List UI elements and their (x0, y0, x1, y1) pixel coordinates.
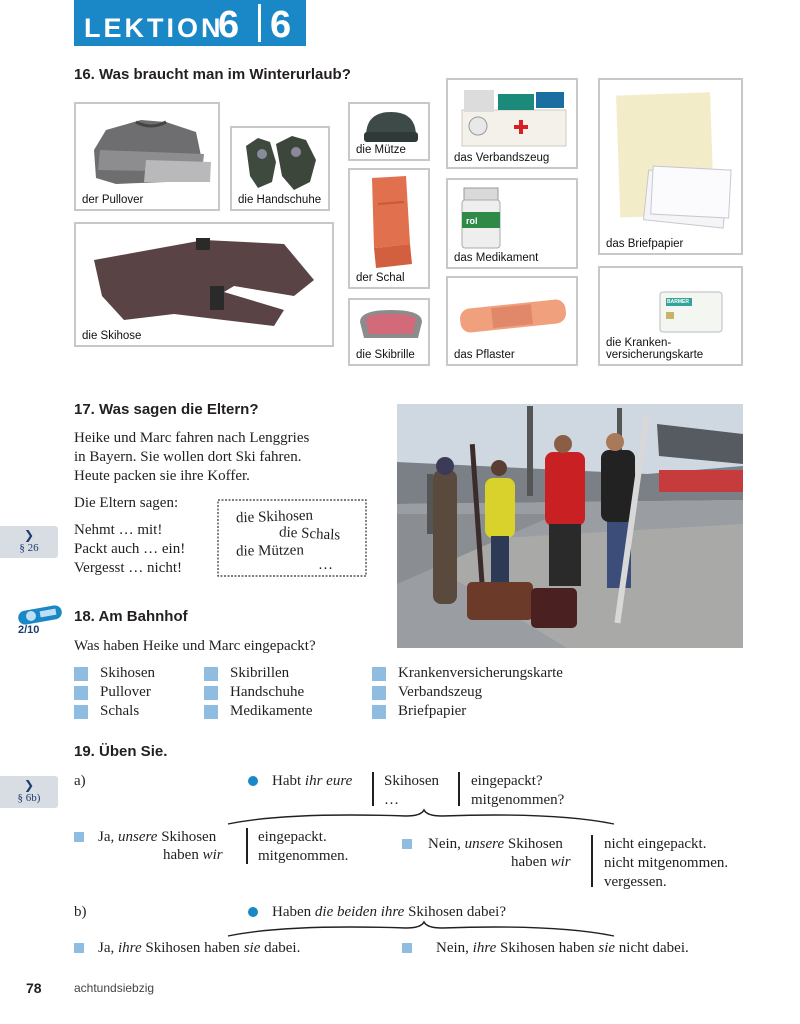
checkbox-row[interactable] (372, 702, 563, 721)
item-medikament (446, 178, 578, 269)
caption-schal: der Schal (356, 272, 405, 284)
checkbox[interactable] (372, 686, 386, 700)
ex17-title: 17. Was sagen die Eltern? (74, 401, 259, 418)
item-schal (348, 168, 430, 289)
ex19-ans-b1 (98, 939, 300, 958)
checkbox-row[interactable] (372, 664, 563, 683)
checkbox-label: Handschuhe (230, 684, 305, 700)
item-muetze (348, 102, 430, 161)
caption-karte-line1: die Kranken- (606, 337, 672, 349)
q-text: Haben (272, 904, 315, 920)
caption-karte (606, 337, 703, 361)
item-pflaster (446, 276, 578, 366)
answer-bullet (74, 832, 84, 842)
checkbox-label: Krankenversicherungskarte (398, 665, 563, 681)
chevron-right-icon: ❯ (23, 778, 35, 792)
ans-italic: ihre (472, 940, 497, 956)
medicine-label: rol (466, 216, 478, 226)
verb-line: mitgenommen. (258, 848, 349, 864)
ans-italic: unsere (464, 836, 505, 852)
ans-text: Ja, (98, 940, 118, 956)
gloves-image (240, 132, 324, 194)
checkbox-label: Briefpapier (398, 703, 467, 719)
checkbox-label: Pullover (100, 684, 151, 700)
ex19-a-nouns (384, 772, 439, 810)
checklist-col1 (74, 664, 155, 721)
item-pullover (74, 102, 220, 211)
checkbox-row[interactable] (204, 664, 312, 683)
checkbox-label: Schals (100, 703, 140, 719)
caption-karte-line2: versicherungskarte (606, 349, 704, 361)
separator (591, 835, 593, 887)
verb-line: nicht mitgenommen. (604, 855, 729, 871)
ans-italic: sie (243, 940, 261, 956)
ans-text: Nein, (428, 836, 465, 852)
verb-line: nicht eingepackt. (604, 836, 707, 852)
brace-b (226, 920, 616, 938)
grammar-marker-26[interactable] (0, 526, 58, 558)
item-skibrille (348, 298, 430, 366)
checkbox[interactable] (74, 667, 88, 681)
word-box-1: die Skihosen (235, 507, 314, 527)
checkbox-row[interactable] (372, 683, 563, 702)
medicine-image (456, 184, 506, 252)
hat-image (360, 108, 422, 146)
card-label: BARMER (667, 299, 689, 305)
ans-text: Skihosen haben (141, 940, 244, 956)
caption-verbandszeug: das Verbandszeug (454, 152, 550, 164)
ex19-ans1-l2 (163, 846, 223, 865)
item-karte (598, 266, 743, 366)
ex17-line: Heute packen sie ihre Koffer. (74, 468, 250, 484)
grammar-marker-6b[interactable] (0, 776, 58, 808)
caption-muetze: die Mütze (356, 144, 406, 156)
ans-italic: ihre (118, 940, 142, 956)
track-number: 2/10 (18, 624, 40, 636)
lesson-number-2: 6 (270, 4, 292, 46)
item-skihose (74, 222, 334, 347)
firstaid-image (456, 84, 572, 150)
item-handschuhe (230, 126, 330, 211)
pullover-image (86, 110, 216, 190)
caption-briefpapier: das Briefpapier (606, 238, 684, 250)
caption-skibrille: die Skibrille (356, 349, 415, 361)
ex19-ans1-l1 (98, 828, 216, 847)
lesson-number: 6 (218, 4, 240, 46)
verb-line: mitgenommen? (471, 792, 565, 808)
caption-pflaster: das Pflaster (454, 349, 515, 361)
q-italic: ihr eure (304, 773, 353, 789)
ans-italic: unsere (118, 829, 158, 845)
ex19-title: 19. Üben Sie. (74, 743, 168, 760)
word-box-3: die Mützen (235, 542, 305, 560)
checklist-col3 (372, 664, 563, 721)
plaster-image (454, 294, 572, 340)
question-bullet (248, 776, 258, 786)
answer-bullet (402, 943, 412, 953)
separator (246, 828, 248, 864)
ans-italic: wir (550, 854, 571, 870)
ans-text: Nein, (436, 940, 473, 956)
ex17-line: in Bayern. Sie wollen dort Ski fahren. (74, 449, 302, 465)
checkbox-label: Verbandszeug (398, 684, 483, 700)
separator (458, 772, 460, 806)
checkbox[interactable] (74, 705, 88, 719)
scarf-image (364, 174, 418, 270)
checkbox-row[interactable] (204, 702, 312, 721)
checkbox-row[interactable] (74, 664, 155, 683)
checkbox[interactable] (204, 686, 218, 700)
q-text: Habt (272, 773, 305, 789)
ans-text: Skihosen haben (496, 940, 599, 956)
ex19-ans2-verbs (604, 835, 728, 892)
caption-skihose: die Skihose (82, 330, 142, 342)
lesson-tab (74, 0, 306, 46)
checkbox-label: Skibrillen (230, 665, 290, 681)
q-italic: die beiden ihre (314, 904, 405, 920)
word-box-2: die Schals (278, 524, 341, 544)
caption-handschuhe: die Handschuhe (238, 194, 322, 206)
ans-text: Skihosen (504, 836, 563, 852)
caption-pullover: der Pullover (82, 194, 144, 206)
ex19-ans1-verbs (258, 828, 348, 866)
page-number-word: achtundsiebzig (74, 981, 155, 995)
lesson-word: LEKTION (84, 13, 224, 43)
ex19-b-label: b) (74, 904, 87, 920)
checkbox[interactable] (74, 686, 88, 700)
item-verbandszeug (446, 78, 578, 169)
ans-text: haben (163, 847, 203, 863)
ex19-ans2-l1 (428, 835, 563, 854)
checkbox[interactable] (204, 705, 218, 719)
item-briefpapier (598, 78, 743, 255)
ans-text: nicht dabei. (615, 940, 689, 956)
verb-line: eingepackt? (471, 773, 543, 789)
noun-line: Skihosen (384, 773, 440, 789)
command-line: Packt auch … ein! (74, 541, 186, 557)
ans-text: Skihosen (157, 829, 217, 845)
verb-line: eingepackt. (258, 829, 327, 845)
brace-a (226, 808, 616, 826)
paper-image (612, 90, 732, 230)
checkbox[interactable] (204, 667, 218, 681)
card-image (658, 290, 724, 334)
skipants-image (84, 230, 324, 330)
caption-medikament: das Medikament (454, 252, 539, 264)
cd-audio-icon[interactable] (16, 604, 66, 626)
goggles-image (356, 304, 426, 346)
ex17-eltern: Die Eltern sagen: (74, 495, 179, 511)
ex16-title: 16. Was braucht man im Winterurlaub? (74, 66, 351, 83)
ex19-a-verbs (471, 772, 564, 810)
ex17-line: Heike und Marc fahren nach Lenggries (74, 430, 310, 446)
word-box-4: … (318, 557, 333, 573)
station-photo (397, 404, 743, 648)
ex18-question: Was haben Heike und Marc eingepackt? (74, 638, 316, 654)
chevron-right-icon: ❯ (23, 528, 35, 542)
ans-text: dabei. (260, 940, 301, 956)
ex19-a-label: a) (74, 773, 86, 789)
checkbox-row[interactable] (74, 702, 155, 721)
page-number: 78 (26, 980, 42, 996)
checkbox-label: Skihosen (100, 665, 156, 681)
grammar-ref: § 26 (19, 542, 39, 554)
ex18-title: 18. Am Bahnhof (74, 608, 188, 625)
checkbox[interactable] (372, 705, 386, 719)
command-line: Vergesst … nicht! (74, 560, 183, 576)
checkbox-row[interactable] (74, 683, 155, 702)
ans-text: Ja, (98, 829, 118, 845)
ans-text: haben (511, 854, 551, 870)
separator (372, 772, 374, 806)
ans-italic: wir (202, 847, 223, 863)
verb-line: vergessen. (604, 874, 667, 890)
answer-bullet (402, 839, 412, 849)
checkbox-label: Medikamente (230, 703, 313, 719)
checklist-col2 (204, 664, 312, 721)
ans-italic: sie (598, 940, 616, 956)
ex17-paragraph (74, 429, 309, 486)
ex19-ans-b2 (436, 939, 689, 958)
ex17-commands (74, 521, 185, 578)
noun-line: … (384, 792, 399, 808)
ex19-ans2-l2 (511, 853, 571, 872)
question-bullet (248, 907, 258, 917)
ex19-a-question (272, 772, 352, 791)
answer-bullet (74, 943, 84, 953)
checkbox[interactable] (372, 667, 386, 681)
lesson-divider (258, 4, 261, 42)
command-line: Nehmt … mit! (74, 522, 163, 538)
checkbox-row[interactable] (204, 683, 312, 702)
q-text: Skihosen dabei? (404, 904, 506, 920)
grammar-ref: § 6b) (17, 792, 41, 804)
